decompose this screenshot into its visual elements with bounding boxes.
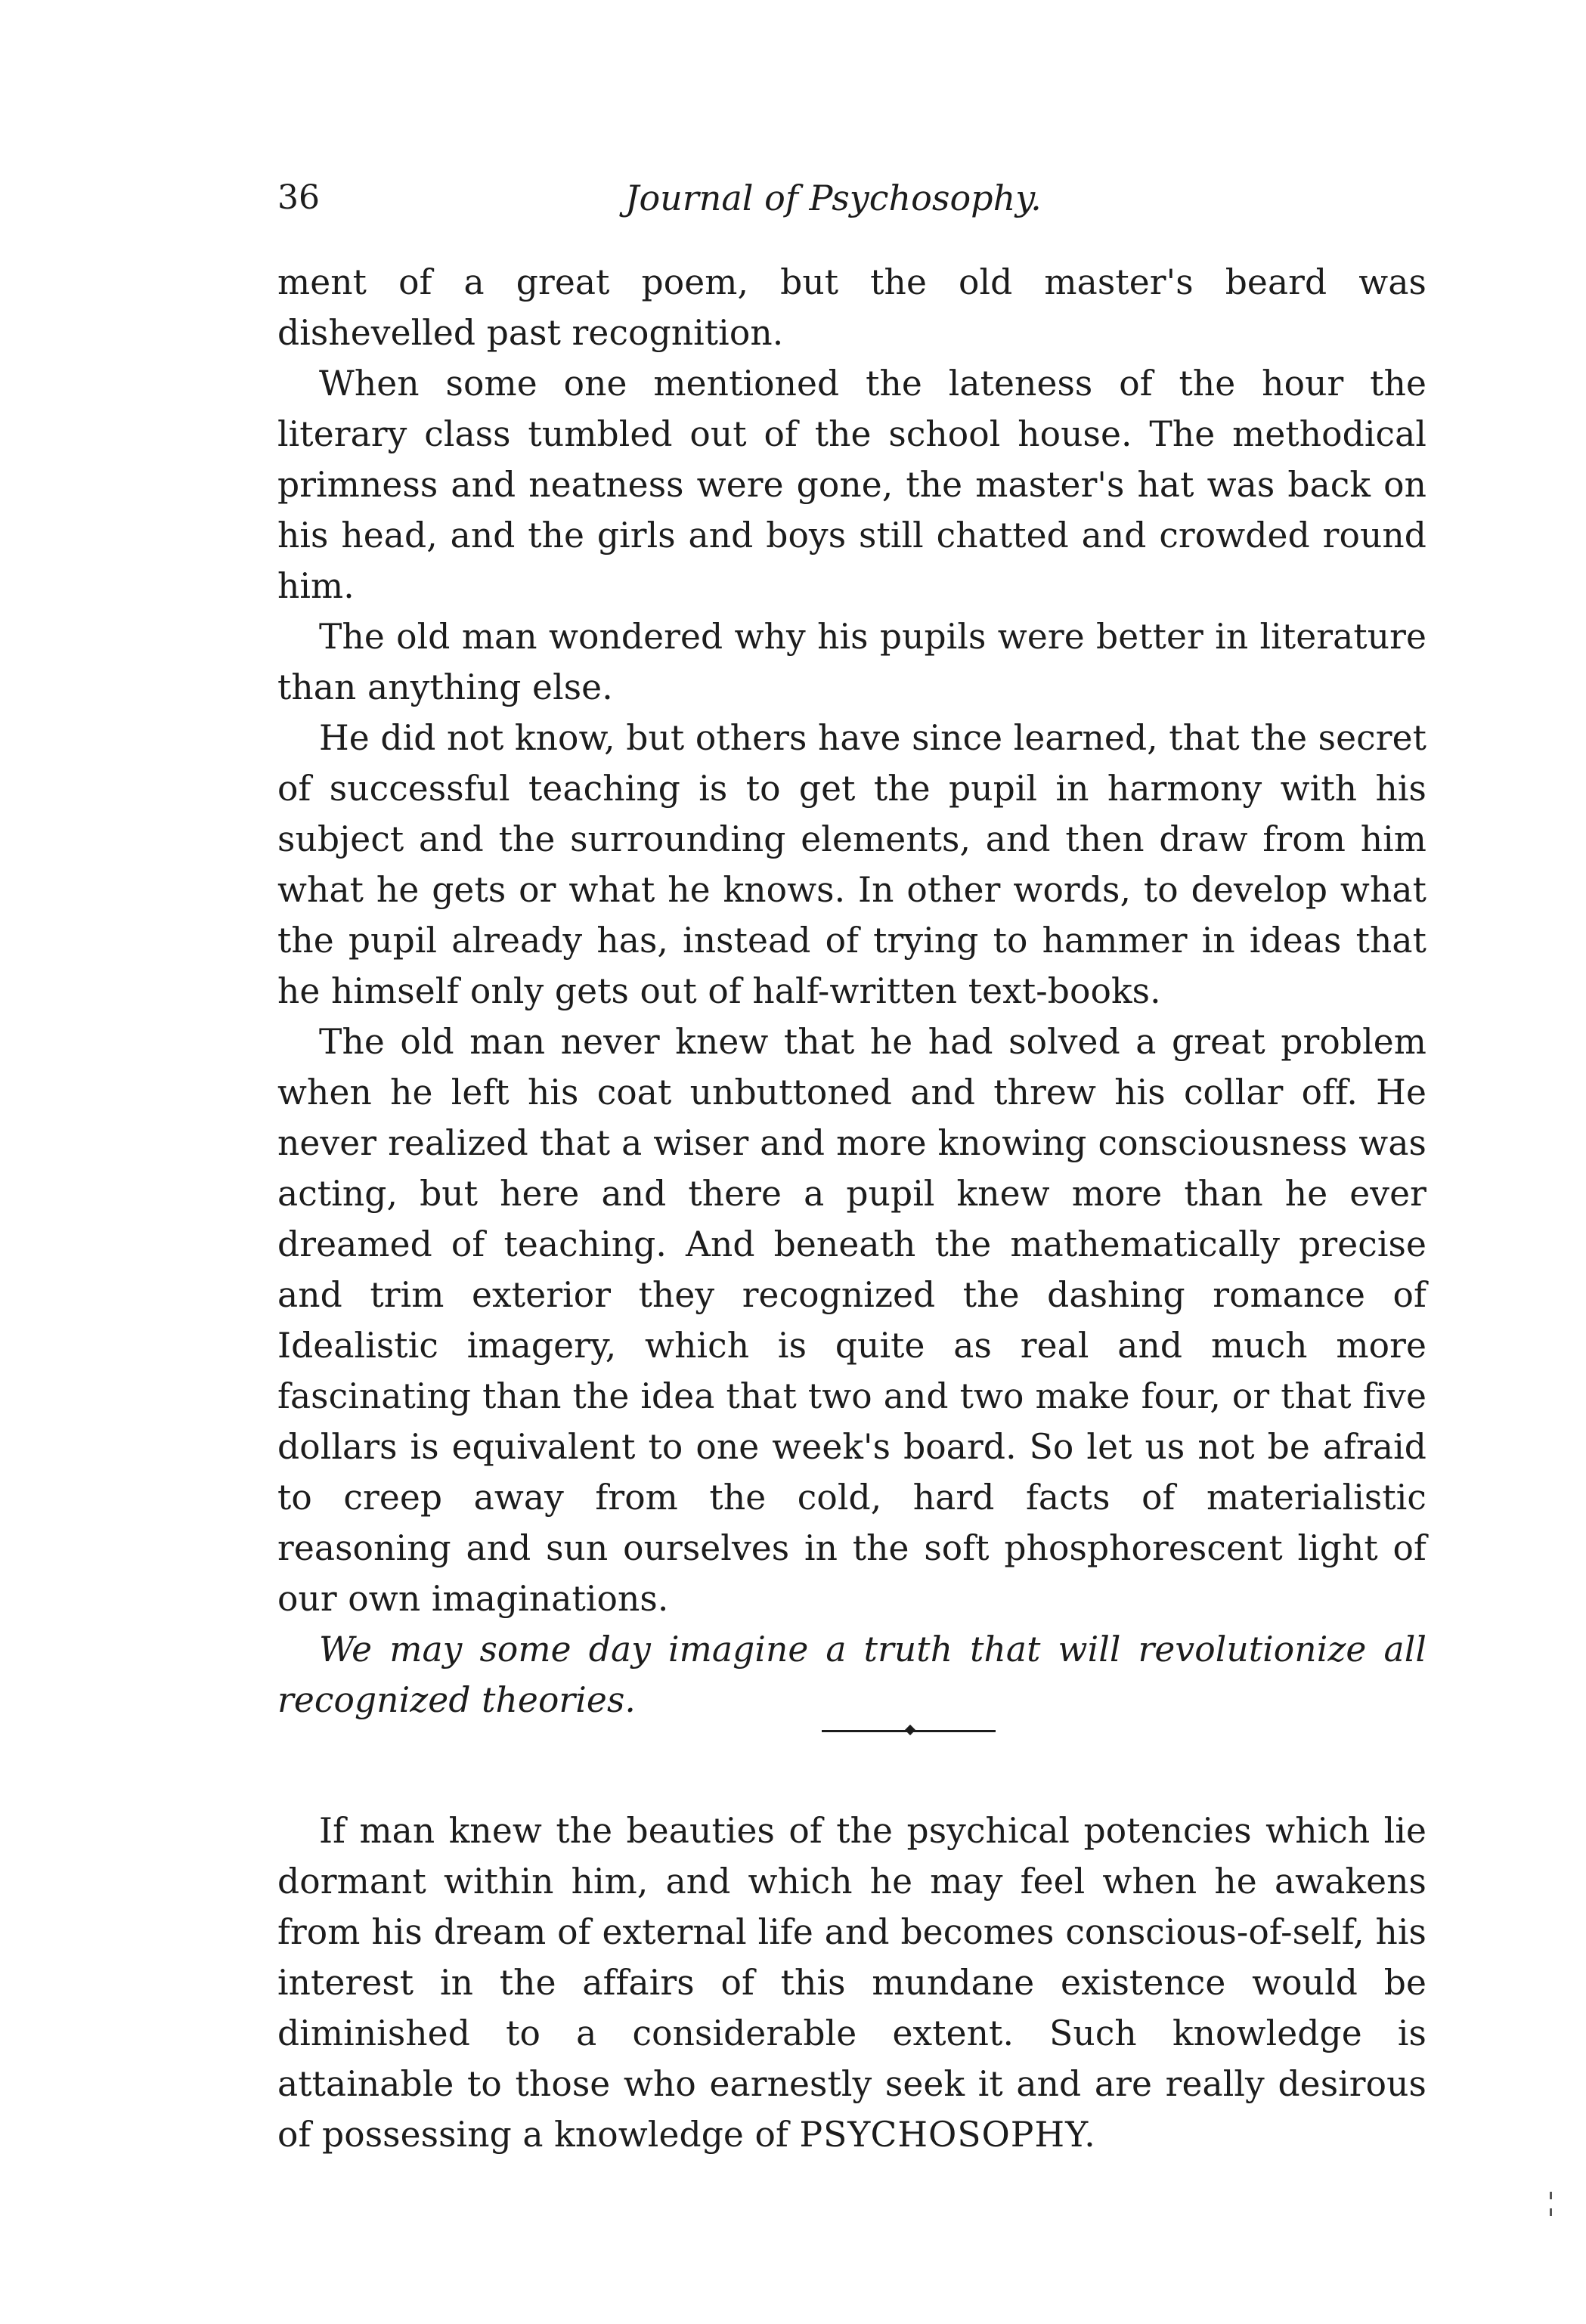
section-spacer bbox=[277, 1756, 1426, 1806]
edge-marks bbox=[1550, 2192, 1554, 2237]
page-header bbox=[277, 175, 1426, 228]
body-text bbox=[277, 257, 1426, 2160]
paragraph: The old man never knew that he had solved a great problem when he left his coat unbuttoned and threw his collar off. He never realized that a wiser and more knowing consciousness was acting, but here and there a pupil knew more than he ever dreamed of teaching. And beneath the mathematically precise and trim exterior they recognized the dashing romance of Idealistic imagery, which is quite as real and much more fascinating than the idea that two and two make four, or that five dollars is equivalent to one week's board. So let us not be afraid to creep away from the cold, hard facts of materialistic reasoning and sun ourselves in the soft phosphorescent light of our own imaginations. bbox=[277, 1022, 1426, 1619]
paragraph: He did not know, but others have since learned, that the secret of successful teaching is to get the pupil in harmony with his subject and the surrounding elements, and then draw from him what he gets or what he knows. In other words, to develop what the pupil already has, instead of trying to hammer in ideas that he himself only gets out of half-written text-books. bbox=[277, 718, 1426, 1011]
paragraph: When some one mentioned the lateness of the hour the literary class tumbled out of the school house. The methodical primness and neatness were gone, the master's hat was back on his head, and the girls and boys still chatted and crowded round him. bbox=[277, 364, 1426, 606]
divider-diamond-icon bbox=[905, 1725, 915, 1735]
paragraph: ment of a great poem, but the old master's beard was dishevelled past recognition. bbox=[277, 262, 1426, 353]
psychosophy-caps: PSYCHOSOPHY. bbox=[799, 2115, 1096, 2155]
paragraph bbox=[277, 1806, 1426, 2160]
section-divider bbox=[277, 1725, 1426, 1756]
edge-mark bbox=[1550, 2192, 1552, 2199]
page-number: 36 bbox=[277, 178, 320, 217]
italic-paragraph: We may some day imagine a truth that will revolutionize all recognized theories. bbox=[277, 1629, 1426, 1720]
edge-mark bbox=[1550, 2208, 1552, 2216]
paragraph: The old man wondered why his pupils were better in literature than anything else. bbox=[277, 617, 1426, 707]
paragraph-text: If man knew the beauties of the psychical potencies which lie dormant within him, and which he may feel when he awakens from his dream of external life and becomes conscious-of-self, his interest in the affairs of this mundane existence would be diminished to a considerable extent. Such knowledge is attainable to those who earnestly seek it and are really desirous of possessing a knowledge of bbox=[277, 1811, 1426, 2155]
running-title: Journal of Psychosophy. bbox=[625, 178, 1042, 218]
